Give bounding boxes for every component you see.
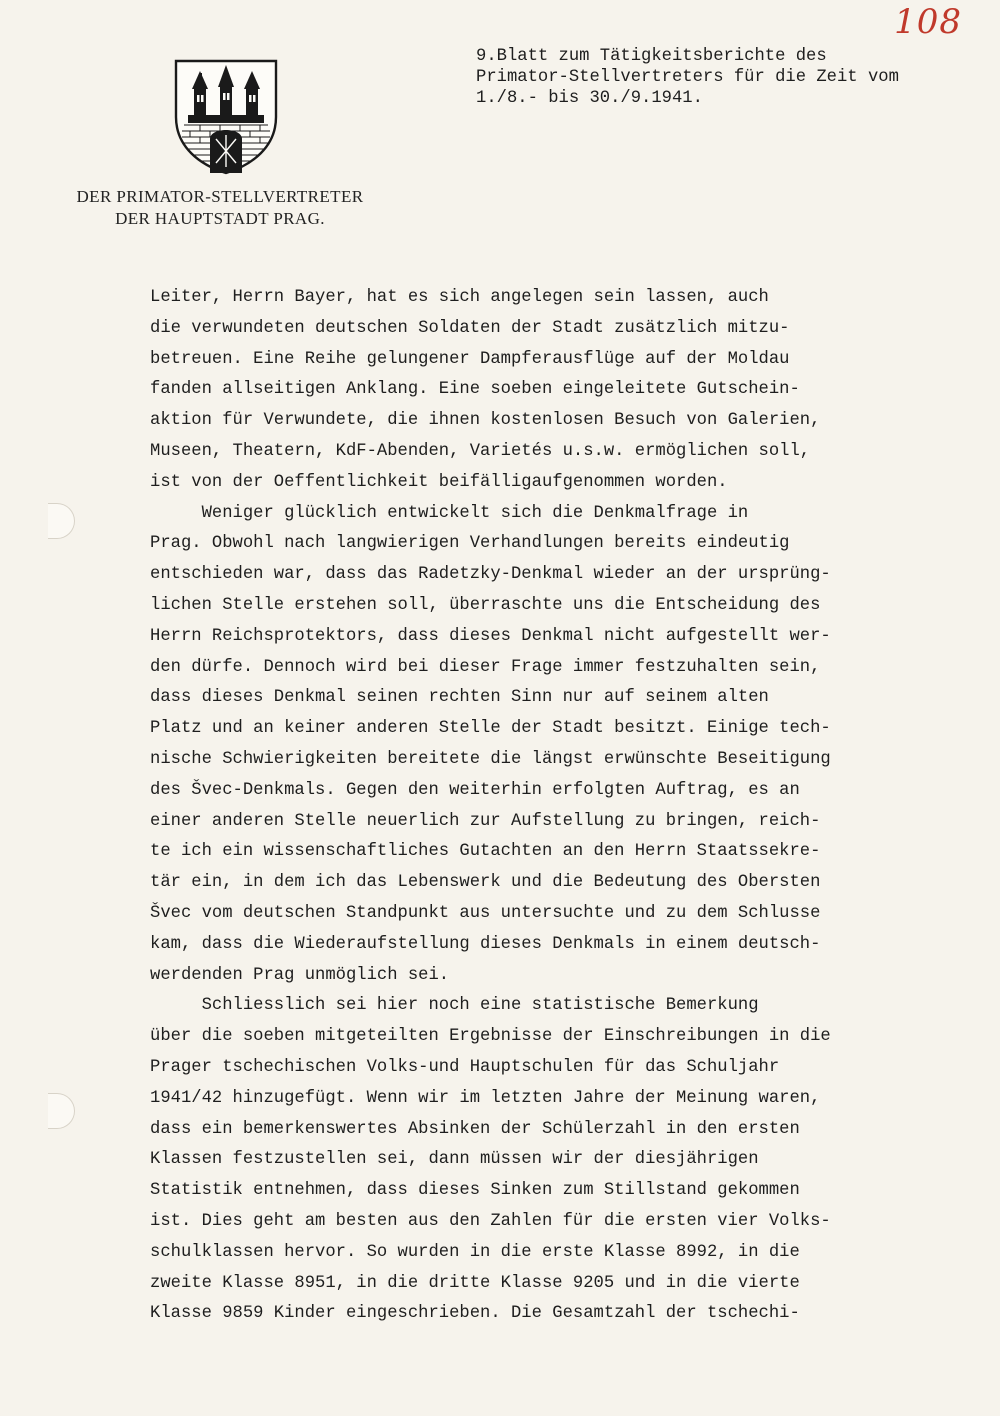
text-line: schulklassen hervor. So wurden in die erste Klasse 8992, in die — [150, 1242, 800, 1262]
header-line: Primator-Stellvertreters für die Zeit vom — [476, 68, 899, 87]
punch-hole — [48, 1093, 75, 1129]
text-line: des Švec-Denkmals. Gegen den weiterhin erfolgten Auftrag, es an — [150, 780, 800, 800]
text-line: werdenden Prag unmöglich sei. — [150, 965, 450, 985]
handwritten-page-number: 108 — [894, 2, 962, 42]
text-line: einer anderen Stelle neuerlich zur Aufstellung zu bringen, reich- — [150, 811, 821, 831]
text-line: über die soeben mitgeteilten Ergebnisse der Einschreibungen in die — [150, 1027, 831, 1047]
document-header — [476, 46, 976, 109]
text-line: Schliesslich sei hier noch eine statistische Bemerkung — [150, 996, 759, 1016]
text-line: Prager tschechischen Volks-und Hauptschulen für das Schuljahr — [150, 1057, 780, 1077]
text-line: aktion für Verwundete, die ihnen kostenlosen Besuch von Galerien, — [150, 411, 821, 431]
prague-coat-of-arms-icon — [170, 55, 282, 175]
letterhead-line: DER HAUPTSTADT PRAG. — [115, 209, 325, 228]
text-line: Weniger glücklich entwickelt sich die Denkmalfrage in — [150, 503, 749, 523]
text-line: te ich ein wissenschaftliches Gutachten an den Herrn Staatssekre- — [150, 842, 821, 862]
text-line: zweite Klasse 8951, in die dritte Klasse 9205 und in die vierte — [150, 1273, 800, 1293]
letterhead-line: DER PRIMATOR-STELLVERTRETER — [76, 187, 364, 206]
text-line: Švec vom deutschen Standpunkt aus untersuchte und zu dem Schlusse — [150, 903, 821, 923]
text-line: ist von der Oeffentlichkeit beifälligaufgenommen worden. — [150, 472, 728, 492]
text-line: Platz und an keiner anderen Stelle der Stadt besitzt. Einige tech- — [150, 719, 831, 739]
text-line: ist. Dies geht am besten aus den Zahlen für die ersten vier Volks- — [150, 1211, 831, 1231]
text-line: den dürfe. Dennoch wird bei dieser Frage immer festzuhalten sein, — [150, 657, 821, 677]
text-line: dass dieses Denkmal seinen rechten Sinn nur auf seinem alten — [150, 688, 769, 708]
text-line: fanden allseitigen Anklang. Eine soeben eingeleitete Gutschein- — [150, 380, 800, 400]
text-line: Klassen festzustellen sei, dann müssen wir der diesjährigen — [150, 1150, 759, 1170]
text-line: 1941/42 hinzugefügt. Wenn wir im letzten Jahre der Meinung waren, — [150, 1088, 821, 1108]
letterhead — [40, 186, 400, 230]
text-line: tär ein, in dem ich das Lebenswerk und die Bedeutung des Obersten — [150, 873, 821, 893]
header-line: 1./8.- bis 30./9.1941. — [476, 89, 703, 108]
text-line: lichen Stelle erstehen soll, überraschte uns die Entscheidung des — [150, 595, 821, 615]
text-line: Statistik entnehmen, dass dieses Sinken zum Stillstand gekommen — [150, 1181, 800, 1201]
text-line: entschieden war, dass das Radetzky-Denkmal wieder an der ursprüng- — [150, 565, 831, 585]
text-line: die verwundeten deutschen Soldaten der Stadt zusätzlich mitzu- — [150, 318, 790, 338]
punch-hole — [48, 503, 75, 539]
text-line: kam, dass die Wiederaufstellung dieses Denkmals in einem deutsch- — [150, 934, 821, 954]
text-line: Herrn Reichsprotektors, dass dieses Denkmal nicht aufgestellt wer- — [150, 626, 831, 646]
text-line: nische Schwierigkeiten bereitete die längst erwünschte Beseitigung — [150, 749, 831, 769]
text-line: Museen, Theatern, KdF-Abenden, Varietés u.s.w. ermöglichen soll, — [150, 441, 811, 461]
header-line: 9.Blatt zum Tätigkeitsberichte des — [476, 47, 827, 66]
text-line: Leiter, Herrn Bayer, hat es sich angelegen sein lassen, auch — [150, 288, 769, 307]
text-line: dass ein bemerkenswertes Absinken der Schülerzahl in den ersten — [150, 1119, 800, 1139]
text-line: Klasse 9859 Kinder eingeschrieben. Die Gesamtzahl der tschechi- — [150, 1304, 800, 1324]
body-text — [150, 283, 950, 1330]
text-line: betreuen. Eine Reihe gelungener Dampferausflüge auf der Moldau — [150, 349, 790, 369]
text-line: Prag. Obwohl nach langwierigen Verhandlungen bereits eindeutig — [150, 534, 790, 554]
